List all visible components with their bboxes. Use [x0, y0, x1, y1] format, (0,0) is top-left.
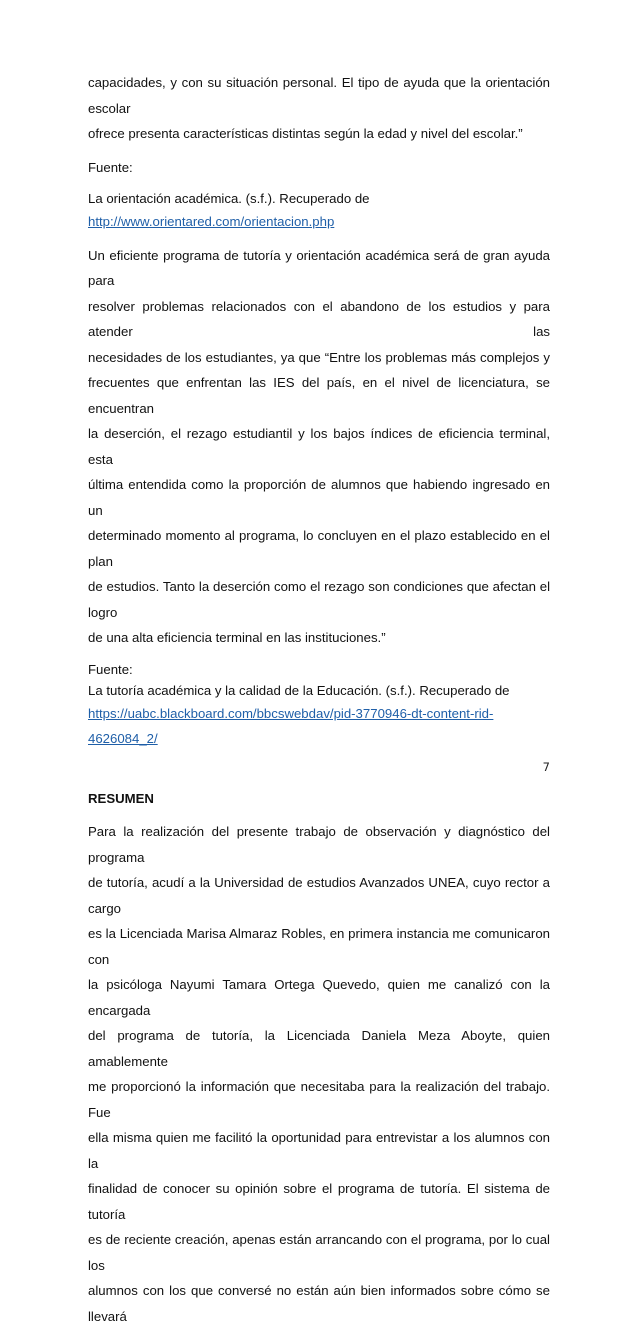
text-line: de estudios. Tanto la deserción como el rezago son condiciones que afectan el logro	[88, 579, 550, 620]
text-line: es la Licenciada Marisa Almaraz Robles, en primera instancia me comunicaron con	[88, 926, 550, 967]
text-line: de una alta eficiencia terminal en las instituciones.”	[88, 630, 386, 645]
document-page	[88, 70, 550, 1329]
text-line: alumnos con los que conversé no están aún bien informados sobre cómo se llevará	[88, 1283, 550, 1324]
source-citation: La tutoría académica y la calidad de la Educación. (s.f.). Recuperado de	[88, 682, 510, 698]
source-label: Fuente:	[88, 661, 133, 677]
text-line: Para la realización del presente trabajo de observación y diagnóstico del programa	[88, 824, 550, 865]
body-paragraph	[88, 243, 550, 651]
text-line: determinado momento al programa, lo concluyen en el plazo establecido en el plan	[88, 528, 550, 569]
text-line: Un eficiente programa de tutoría y orientación académica será de gran ayuda para	[88, 247, 550, 288]
text-line: del programa de tutoría, la Licenciada Daniela Meza Aboyte, quien amablemente	[88, 1028, 550, 1069]
text-line: última entendida como la proporción de alumnos que habiendo ingresado en un	[88, 477, 550, 518]
text-line: resolver problemas relacionados con el abandono de los estudios y para atender las	[88, 298, 550, 339]
text-line: frecuentes que enfrentan las IES del país, en el nivel de licenciatura, se encuentran	[88, 375, 550, 416]
text-line: de tutoría, acudí a la Universidad de estudios Avanzados UNEA, cuyo rector a cargo	[88, 875, 550, 916]
page-number: 7	[542, 760, 550, 774]
text-line: necesidades de los estudiantes, ya que “Entre los problemas más complejos y	[88, 349, 550, 365]
source-link[interactable]: https://uabc.blackboard.com/bbcswebdav/pid-3770946-dt-content-rid-4626084_2/	[88, 705, 494, 746]
section-heading: RESUMEN	[88, 790, 154, 806]
source-label: Fuente:	[88, 159, 133, 175]
source-citation: La orientación académica. (s.f.). Recuperado de	[88, 191, 370, 206]
text-line: me proporcionó la información que necesitaba para la realización del trabajo. Fue	[88, 1079, 550, 1120]
text-line: ella misma quien me facilitó la oportunidad para entrevistar a los alumnos con la	[88, 1130, 550, 1171]
text-line: finalidad de conocer su opinión sobre el programa de tutoría. El sistema de tutoría	[88, 1181, 550, 1222]
text-line: es de reciente creación, apenas están arrancando con el programa, por lo cual los	[88, 1232, 550, 1273]
text-line: la deserción, el rezago estudiantil y los bajos índices de eficiencia terminal, esta	[88, 426, 550, 467]
text-line: la psicóloga Nayumi Tamara Ortega Quevedo, quien me canalizó con la encargada	[88, 977, 550, 1018]
source-link[interactable]: http://www.orientared.com/orientacion.php	[88, 214, 335, 229]
text-line: capacidades, y con su situación personal. El tipo de ayuda que la orientación escolar	[88, 75, 550, 116]
summary-paragraph	[88, 819, 550, 1329]
quote-continuation	[88, 70, 550, 147]
text-line: ofrece presenta características distintas según la edad y nivel del escolar.”	[88, 126, 523, 141]
